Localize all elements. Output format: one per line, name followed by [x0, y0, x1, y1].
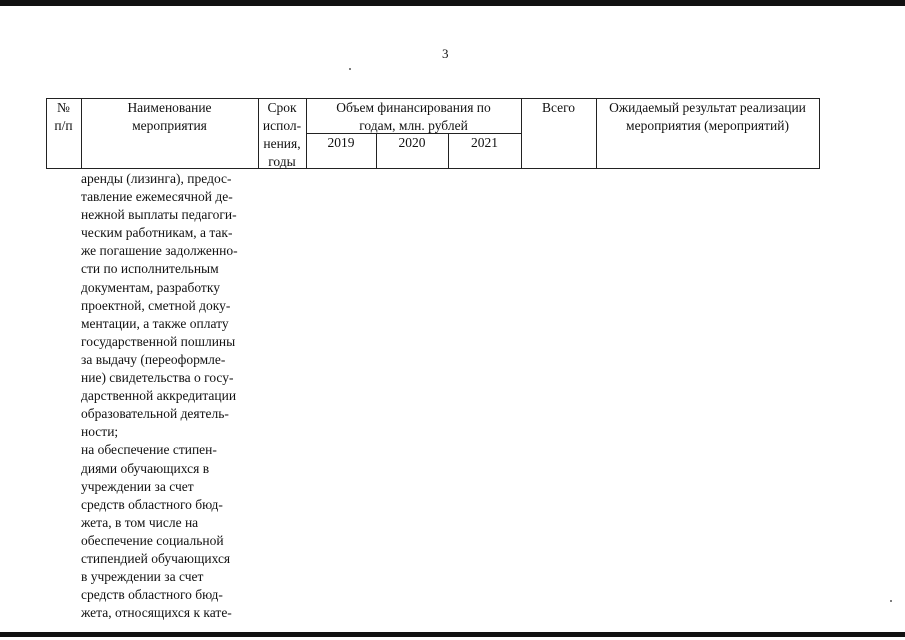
column-result-header: Ожидаемый результат реализации мероприятия (мероприятий)	[609, 100, 806, 133]
column-number-header: № п/п	[54, 100, 73, 133]
table-rule	[819, 98, 820, 169]
year-header: 2021	[471, 135, 498, 150]
column-name-header: Наименование мероприятия	[127, 100, 212, 133]
year-header: 2020	[398, 135, 426, 150]
table-header	[46, 98, 820, 169]
column-term-header: Срок испол- нения, годы	[262, 100, 302, 169]
page-number: 3	[442, 46, 449, 61]
scan-speck	[349, 68, 351, 70]
table-rule	[46, 168, 820, 169]
scan-speck	[890, 600, 892, 602]
column-total-header: Всего	[541, 100, 576, 115]
year-header: 2019	[327, 135, 355, 150]
column-funding-header: Объем финансирования по годам, млн. рублей	[336, 100, 491, 133]
measure-description: аренды (лизинга), предос- тавление ежемесячной де- нежной выплаты педагоги- ческим работникам, а так- же погашение задолженно- сти по исполнительным документам, разработку проектной, сметной доку- ментации, а также оплату государственной пошлины за выдачу (переоформле- ние) свидетельства о госу- дарственной аккредитации образовательной деятель- ности; на обеспечение стипен- диями обучающихся в учреждении за счет средств областного бюд- жета, в том числе на обеспечение социальной стипендией обучающихся в учреждении за счет средств областного бюд- жета, относящихся к кате-	[81, 171, 238, 621]
bottom-border	[0, 632, 905, 637]
top-border	[0, 0, 905, 6]
